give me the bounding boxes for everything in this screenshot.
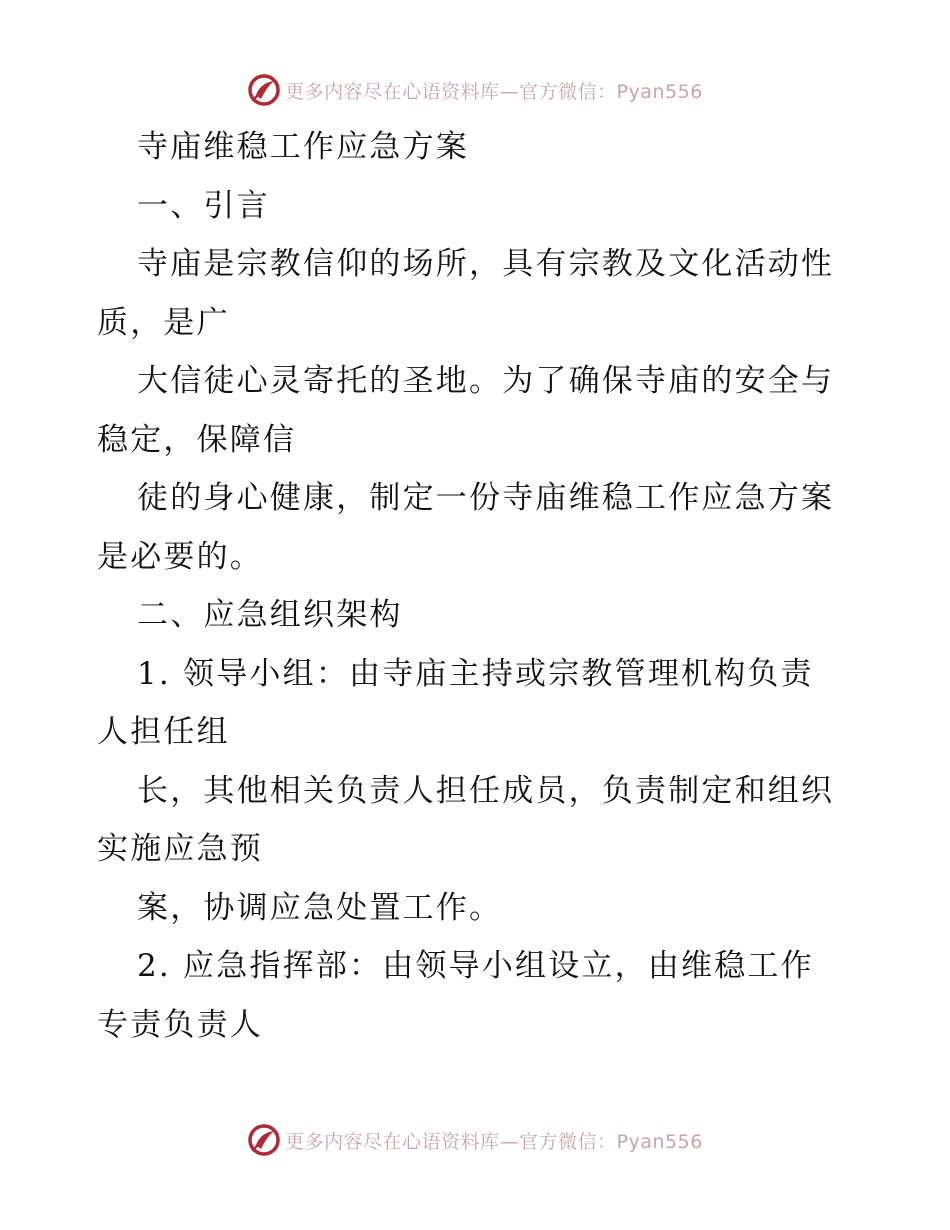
document-line: 长，其他相关负责人担任成员，负责制定和组织 [137,772,835,809]
watermark-logo-icon [247,1123,281,1157]
watermark-text: 更多内容尽在心语资料库—官方微信：Pyan556 [285,80,703,103]
header-watermark [0,70,950,110]
document-line: 人担任组 [97,714,230,750]
document-line: 2. 应急指挥部：由领导小组设立，由维稳工作 [137,948,814,984]
document-line: 寺庙是宗教信仰的场所，具有宗教及文化活动性 [137,246,835,282]
header-watermark-group [247,73,703,107]
document-line: 案，协调应急处置工作。 [137,889,503,926]
document-line: 质，是广 [97,304,230,341]
document-line: 实施应急预 [97,831,263,867]
document-line: 二、应急组织架构 [137,597,403,633]
document-line: 稳定，保障信 [97,421,297,458]
document-line: 徒的身心健康，制定一份寺庙维稳工作应急方案 [137,480,835,516]
footer-watermark-group [247,1123,703,1157]
document-body [97,118,857,1054]
document-line: 1. 领导小组：由寺庙主持或宗教管理机构负责 [137,655,814,692]
document-line: 大信徒心灵寄托的圣地。为了确保寺庙的安全与 [137,363,835,399]
document-line: 是必要的。 [97,538,263,575]
document-line: 专责负责人 [97,1006,263,1043]
footer-watermark [0,1120,950,1160]
document-line: 寺庙维稳工作应急方案 [137,129,469,165]
watermark-logo-icon [247,73,281,107]
document-line: 一、引言 [137,187,270,224]
watermark-text: 更多内容尽在心语资料库—官方微信：Pyan556 [285,1130,703,1153]
